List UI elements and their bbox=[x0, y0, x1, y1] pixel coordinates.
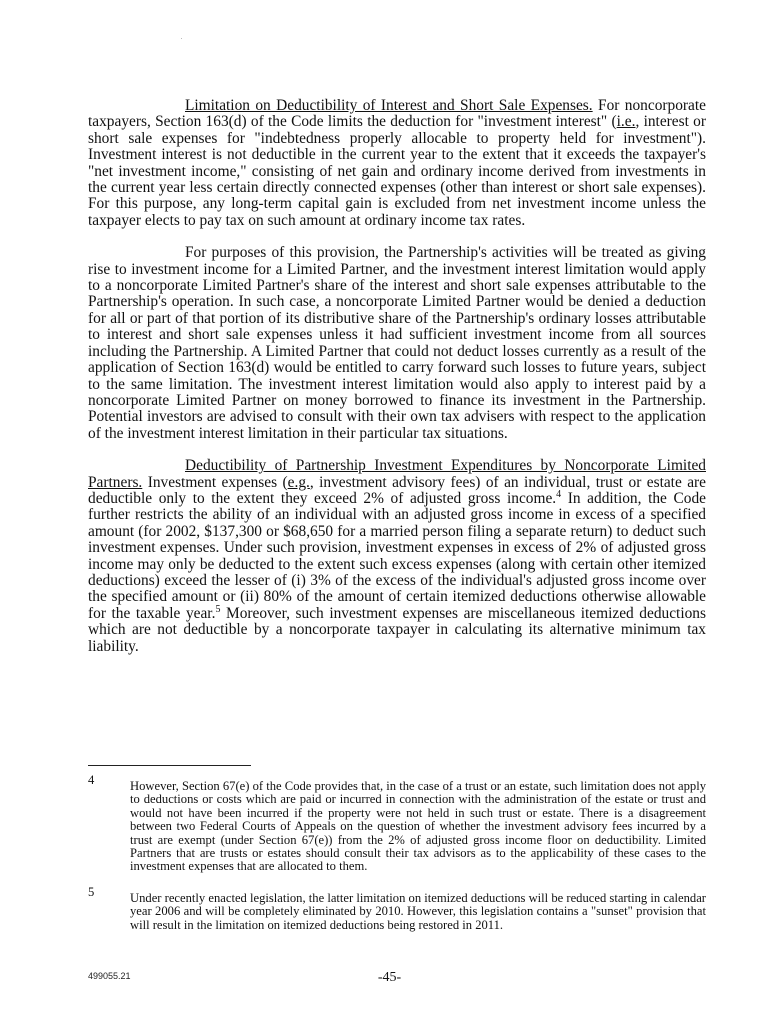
paragraph-text: Investment expenses ( bbox=[147, 473, 288, 491]
footnote-number: 4 bbox=[88, 773, 95, 787]
heading-investment-expenditures: Deductibility of Partnership Investment Expenditures by Noncorporate Limited Partners. bbox=[88, 457, 706, 491]
paragraph-text: Moreover, such investment expenses are miscellaneous itemized deductions which are not deductible by a noncorporate taxpayer in calculating its alternative minimum tax liability. bbox=[88, 604, 706, 655]
footnote-text: Under recently enacted legislation, the latter limitation on itemized deductions will be reduced starting in calendar year 2006 and will be completely eliminated by 2010. However, this legislation contains a "sunset" provision that will result in the limitation on itemized deductions being restored in 2011. bbox=[130, 890, 706, 932]
eg-abbrev: e.g. bbox=[287, 473, 310, 491]
document-id: 499055.21 bbox=[88, 971, 131, 981]
paragraph-investment-interest bbox=[88, 98, 706, 229]
footnote-5 bbox=[88, 886, 706, 932]
paragraph-text: , interest or short sale expenses for "indebtedness properly allocable to property held for investment"). Investment interest is not deductible in the current year to the extent that it exceeds the taxpayer's "net investment income," consisting of net gain and ordinary income derived from investments in the current year less certain directly connected expenses (other than interest or short sale expenses). For this purpose, any long-term capital gain is excluded from net investment income unless the taxpayer elects to pay tax on such amount at ordinary income tax rates. bbox=[88, 113, 707, 229]
body-text bbox=[88, 98, 706, 671]
footnote-ref-4: 4 bbox=[556, 488, 562, 500]
footnotes bbox=[88, 774, 706, 944]
ie-abbrev: i.e. bbox=[616, 113, 636, 131]
page-number: -45- bbox=[377, 970, 402, 985]
footnote-separator bbox=[88, 765, 251, 766]
paragraph-text: For noncorporate taxpayers, Section 163(d) of the Code limits the deduction for "investment interest" ( bbox=[88, 97, 706, 131]
footnote-ref-5: 5 bbox=[215, 603, 221, 615]
scan-speck bbox=[181, 38, 182, 39]
paragraph-partnership-activities: For purposes of this provision, the Partnership's activities will be treated as giving rise to investment income for a Limited Partner, and the investment interest limitation would apply to a noncorporate Limited Partner's share of the interest and short sale expenses attributable to the Partnership's operation. In such case, a noncorporate Limited Partner would be denied a deduction for all or part of that portion of its distributive share of the Partnership's ordinary losses attributable to interest and short sale expenses unless it had sufficient investment income from all sources including the Partnership. A Limited Partner that could not deduct losses currently as a result of the application of Section 163(d) would be entitled to carry forward such losses to future years, subject to the same limitation. The investment interest limitation would also apply to interest paid by a noncorporate Limited Partner on money borrowed to finance its investment in the Partnership. Potential investors are advised to consult with their own tax advisers with respect to the application of the investment interest limitation in their particular tax situations. bbox=[88, 244, 706, 442]
paragraph-text: In addition, the Code further restricts the ability of an individual with an adjusted gross income in excess of a specified amount (for 2002, $137,300 or $68,650 for a married person filing a separate return) to deduct such investment expenses. Under such provision, investment expenses in excess of 2% of adjusted gross income may only be deducted to the extent such excess expenses (along with certain other itemized deductions) exceed the lesser of (i) 3% of the excess of the individual's adjusted gross income over the specified amount or (ii) 80% of the amount of certain itemized deductions otherwise allowable for the taxable year. bbox=[88, 489, 706, 622]
paragraph-text: , investment advisory fees) of an individual, trust or estate are deductible only to the extent they exceed 2% of adjusted gross income. bbox=[88, 473, 706, 507]
footnote-number: 5 bbox=[88, 884, 95, 899]
paragraph-investment-expenses bbox=[88, 458, 706, 655]
footnote-4 bbox=[88, 774, 706, 874]
footnote-text: However, Section 67(e) of the Code provides that, in the case of a trust or an estate, such limitation does not apply to deductions or costs which are paid or incurred in connection with the administration of the estate or trust and would not have been incurred if the property were not held in such trust or estate. There is a disagreement between two Federal Courts of Appeals on the question of whether the investment advisory fees incurred by a trust are exempt (under Section 67(e)) from the 2% of adjusted gross income floor on deductibility. Limited Partners that are trusts or estates should consult their tax advisors as to the applicability of these cases to the investment expenses that are allocated to them. bbox=[130, 779, 706, 874]
heading-interest-limitation: Limitation on Deductibility of Interest and Short Sale Expenses. bbox=[185, 97, 593, 114]
